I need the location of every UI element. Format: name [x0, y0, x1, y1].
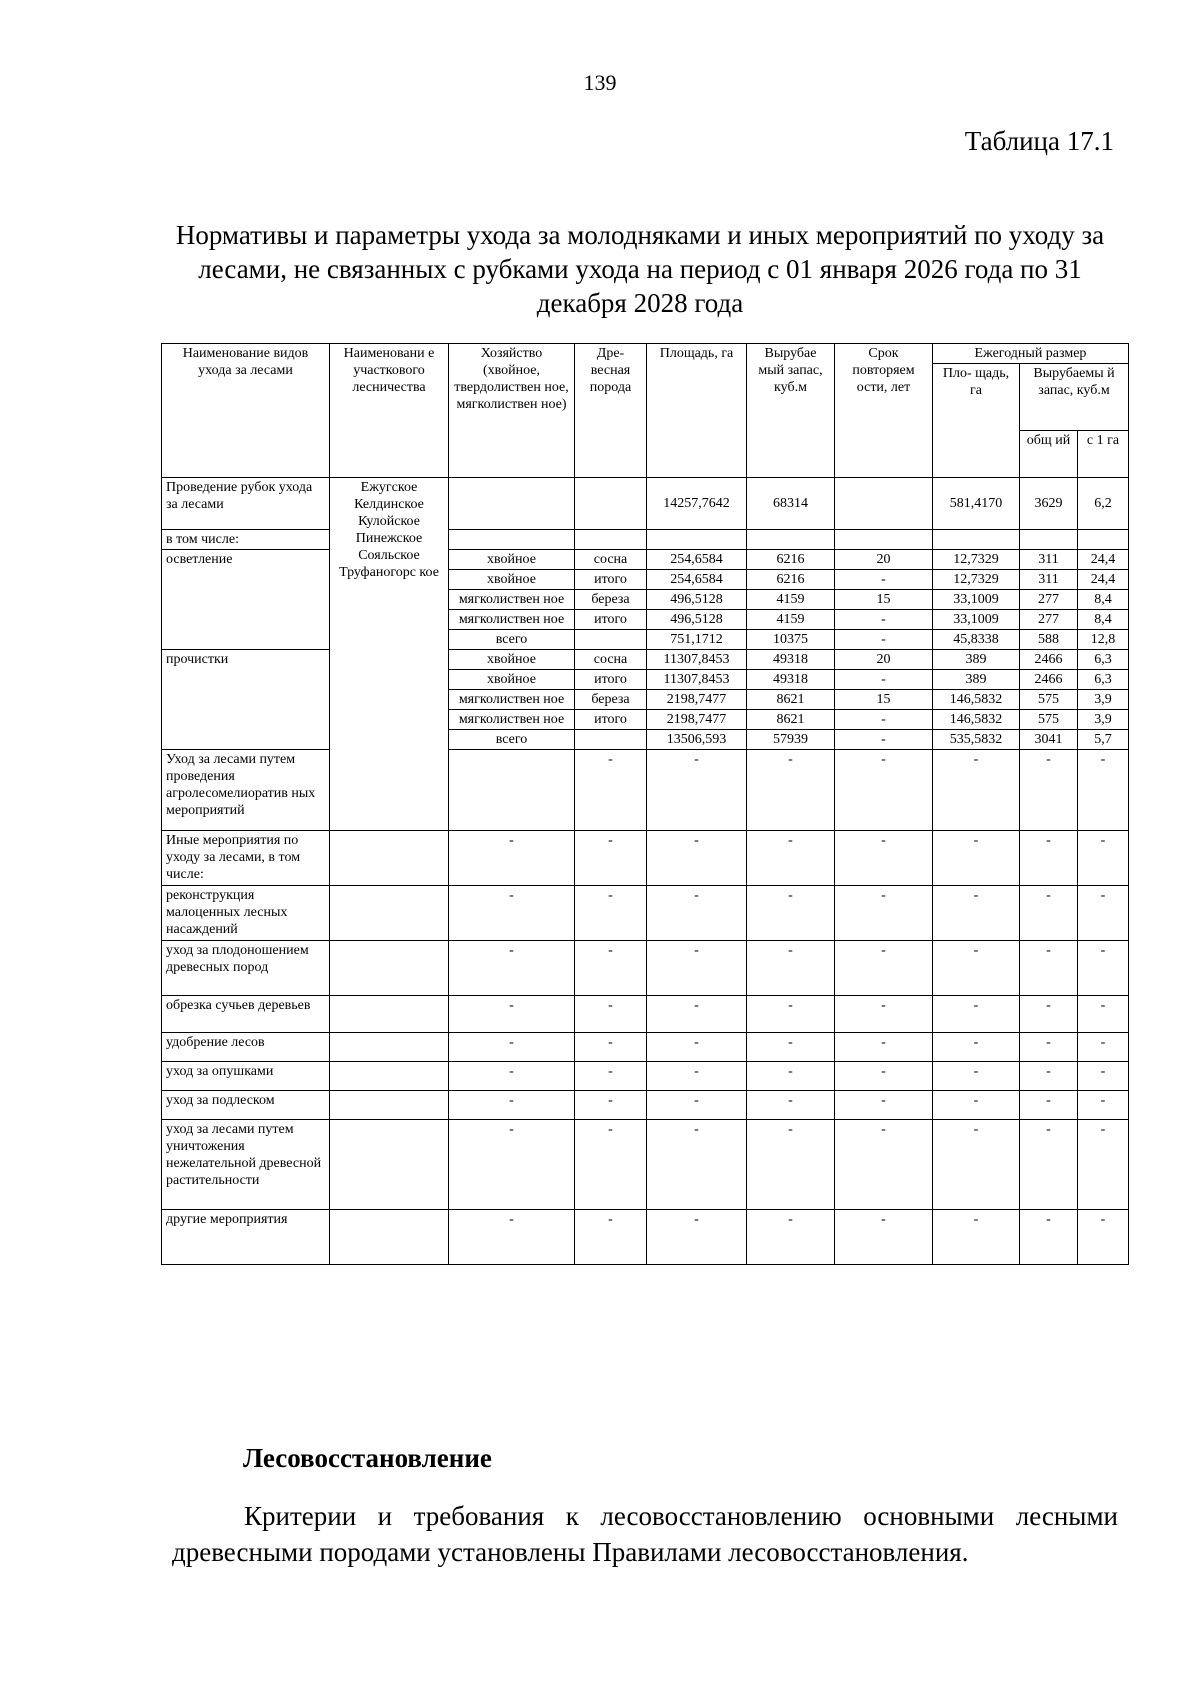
cell-empty — [747, 530, 835, 550]
table-row — [162, 886, 1129, 941]
cell-districts: Ежугское Келдинское Кулойское Пинежское Сояльское Труфаногорс кое — [330, 478, 449, 831]
cell-stock: 4159 — [747, 590, 835, 610]
cell-stock: 8621 — [747, 690, 835, 710]
cell-repeat-period: 20 — [835, 550, 933, 570]
cell-dash: - — [835, 941, 933, 996]
header-stock-total: общ ий — [1020, 431, 1078, 478]
cell-species: береза — [575, 690, 647, 710]
cell-activity: реконструкция малоценных лесных насаждений — [162, 886, 330, 941]
cell-dash: - — [575, 941, 647, 996]
cell-repeat-period: - — [835, 730, 933, 750]
document-title: Нормативы и параметры ухода за молодняками и иных мероприятий по уходу за лесами, не связанных с рубками ухода на период с 01 января 2026 года по 31 декабря 2028 года — [175, 220, 1105, 318]
cell-dash: - — [647, 1091, 747, 1120]
cell-district — [330, 831, 449, 886]
cell-dash: - — [933, 831, 1020, 886]
norms-table — [161, 343, 1129, 1265]
cell-activity: другие мероприятия — [162, 1210, 330, 1265]
cell-stock-total: 311 — [1020, 550, 1078, 570]
cell-dash: - — [835, 1033, 933, 1062]
table-row — [162, 650, 1129, 670]
cell-dash: - — [575, 831, 647, 886]
cell-annual-area: 146,5832 — [933, 690, 1020, 710]
table-row — [162, 1091, 1129, 1120]
cell-species: итого — [575, 610, 647, 630]
cell-district — [449, 750, 575, 831]
cell-empty — [835, 530, 933, 550]
cell-dash: - — [1020, 996, 1078, 1033]
cell-species: береза — [575, 590, 647, 610]
cell-dash: - — [449, 1210, 575, 1265]
cell-empty — [575, 530, 647, 550]
cell-district — [330, 996, 449, 1033]
table-row — [162, 1062, 1129, 1091]
cell-repeat-period: - — [835, 570, 933, 590]
cell-annual-area: 581,4170 — [933, 478, 1020, 530]
header-annual: Ежегодный размер — [933, 344, 1129, 364]
cell-stock-per-ha: 6,2 — [1078, 478, 1129, 530]
cell-annual-area: 12,7329 — [933, 570, 1020, 590]
cell-activity: уход за плодоношением древесных пород — [162, 941, 330, 996]
cell-area: 13506,593 — [647, 730, 747, 750]
cell-stock-per-ha: 12,8 — [1078, 630, 1129, 650]
cell-annual-area: 33,1009 — [933, 590, 1020, 610]
cell-district — [330, 1091, 449, 1120]
cell-economy: хвойное — [449, 670, 575, 690]
cell-dash: - — [1078, 831, 1129, 886]
cell-dash: - — [933, 996, 1020, 1033]
cell-stock-per-ha: 8,4 — [1078, 590, 1129, 610]
cell-stock-per-ha: 8,4 — [1078, 610, 1129, 630]
cell-annual-area: 33,1009 — [933, 610, 1020, 630]
cell-dash: - — [647, 750, 747, 831]
cell-dash: - — [933, 750, 1020, 831]
cell-district — [330, 941, 449, 996]
cell-area: 2198,7477 — [647, 690, 747, 710]
cell-dash: - — [1078, 1062, 1129, 1091]
header-area: Площадь, га — [647, 344, 747, 478]
cell-dash: - — [575, 1062, 647, 1091]
cell-dash: - — [747, 750, 835, 831]
cell-dash: - — [449, 1091, 575, 1120]
cell-stock-total: 2466 — [1020, 650, 1078, 670]
cell-area: 496,5128 — [647, 610, 747, 630]
header-repeat-period: Срок повторяем ости, лет — [835, 344, 933, 478]
cell-stock-total: 3041 — [1020, 730, 1078, 750]
table-row — [162, 941, 1129, 996]
cell-species: итого — [575, 710, 647, 730]
cell-stock-per-ha: 24,4 — [1078, 570, 1129, 590]
cell-dash: - — [647, 1062, 747, 1091]
cell-dash: - — [647, 1210, 747, 1265]
cell-dash: - — [647, 831, 747, 886]
cell-dash: - — [747, 1062, 835, 1091]
cell-area: 11307,8453 — [647, 670, 747, 690]
cell-dash: - — [835, 750, 933, 831]
cell-species: сосна — [575, 550, 647, 570]
cell-dash: - — [1078, 1120, 1129, 1210]
cell-stock: 57939 — [747, 730, 835, 750]
cell-dash: - — [747, 996, 835, 1033]
cell-empty — [835, 478, 933, 530]
cell-dash: - — [647, 941, 747, 996]
cell-economy: хвойное — [449, 570, 575, 590]
cell-annual-area: 146,5832 — [933, 710, 1020, 730]
cell-dash: - — [1078, 750, 1129, 831]
cell-annual-area: 12,7329 — [933, 550, 1020, 570]
cell-dash: - — [747, 1091, 835, 1120]
cell-economy: мягколиствен ное — [449, 590, 575, 610]
section-heading: Лесовосстановление — [243, 1443, 492, 1473]
cell-dash: - — [575, 1120, 647, 1210]
cell-empty — [1078, 530, 1129, 550]
cell-dash: - — [1078, 996, 1129, 1033]
cell-activity: Иные мероприятия по уходу за лесами, в том числе: — [162, 831, 330, 886]
cell-stock-total: 311 — [1020, 570, 1078, 590]
cell-dash: - — [747, 941, 835, 996]
header-row-1 — [162, 344, 1129, 364]
cell-area: 14257,7642 — [647, 478, 747, 530]
cell-activity: прочистки — [162, 650, 330, 750]
table-caption: Таблица 17.1 — [964, 126, 1114, 156]
cell-economy: хвойное — [449, 550, 575, 570]
cell-dash: - — [647, 1120, 747, 1210]
cell-dash: - — [1020, 941, 1078, 996]
cell-annual-area: 535,5832 — [933, 730, 1020, 750]
cell-stock: 49318 — [747, 650, 835, 670]
cell-dash: - — [575, 750, 647, 831]
cell-dash: - — [1020, 831, 1078, 886]
cell-area: 254,6584 — [647, 570, 747, 590]
cell-dash: - — [1020, 1062, 1078, 1091]
cell-dash: - — [933, 1210, 1020, 1265]
cell-activity: осветление — [162, 550, 330, 650]
cell-annual-area: 389 — [933, 670, 1020, 690]
cell-dash: - — [449, 1033, 575, 1062]
cell-district — [330, 1033, 449, 1062]
cell-stock: 68314 — [747, 478, 835, 530]
cell-dash: - — [449, 1062, 575, 1091]
cell-dash: - — [647, 886, 747, 941]
cell-district — [330, 1062, 449, 1091]
table-row — [162, 1120, 1129, 1210]
cell-dash: - — [575, 1091, 647, 1120]
cell-activity: Уход за лесами путем проведения агролесомелиоратив ных мероприятий — [162, 750, 330, 831]
cell-dash: - — [449, 831, 575, 886]
cell-dash: - — [933, 1091, 1020, 1120]
table-row — [162, 1033, 1129, 1062]
cell-stock: 6216 — [747, 570, 835, 590]
cell-stock: 10375 — [747, 630, 835, 650]
cell-activity: в том числе: — [162, 530, 330, 550]
table-row — [162, 750, 1129, 831]
cell-dash: - — [835, 996, 933, 1033]
cell-dash: - — [747, 831, 835, 886]
cell-dash: - — [933, 886, 1020, 941]
cell-activity: уход за подлеском — [162, 1091, 330, 1120]
header-district: Наименовани е участкового лесничества — [330, 344, 449, 478]
cell-stock-total: 277 — [1020, 610, 1078, 630]
cell-repeat-period: - — [835, 610, 933, 630]
table-row — [162, 1210, 1129, 1265]
cell-dash: - — [933, 941, 1020, 996]
cell-economy: мягколиствен ное — [449, 610, 575, 630]
cell-stock-per-ha: 3,9 — [1078, 690, 1129, 710]
page-number: 139 — [583, 70, 617, 95]
cell-dash: - — [1020, 1120, 1078, 1210]
header-activity: Наименование видов ухода за лесами — [162, 344, 330, 478]
cell-dash: - — [933, 1033, 1020, 1062]
cell-species: сосна — [575, 650, 647, 670]
cell-dash: - — [575, 886, 647, 941]
cell-dash: - — [1078, 1091, 1129, 1120]
cell-empty — [449, 478, 575, 530]
section-paragraph: Критерии и требования к лесовосстановлению основными лесными древесными породами установлены Правилами лесовосстановления. — [172, 1501, 1118, 1567]
header-species: Дре- весная порода — [575, 344, 647, 478]
cell-stock-per-ha: 6,3 — [1078, 670, 1129, 690]
header-annual-area: Пло- щадь, га — [933, 364, 1020, 478]
cell-activity: уход за лесами путем уничтожения нежелательной древесной растительности — [162, 1120, 330, 1210]
cell-repeat-period: 15 — [835, 590, 933, 610]
cell-dash: - — [575, 1210, 647, 1265]
cell-area: 254,6584 — [647, 550, 747, 570]
cell-repeat-period: - — [835, 670, 933, 690]
cell-stock-total: 277 — [1020, 590, 1078, 610]
cell-dash: - — [575, 996, 647, 1033]
cell-economy: всего — [449, 630, 575, 650]
cell-stock-total: 2466 — [1020, 670, 1078, 690]
cell-dash: - — [835, 1210, 933, 1265]
table-row — [162, 996, 1129, 1033]
cell-annual-area: 45,8338 — [933, 630, 1020, 650]
cell-dash: - — [835, 1091, 933, 1120]
cell-economy: мягколиствен ное — [449, 690, 575, 710]
cell-stock-per-ha: 5,7 — [1078, 730, 1129, 750]
cell-activity: уход за опушками — [162, 1062, 330, 1091]
cell-district — [330, 886, 449, 941]
cell-stock-per-ha: 3,9 — [1078, 710, 1129, 730]
cell-repeat-period: - — [835, 710, 933, 730]
cell-dash: - — [747, 1033, 835, 1062]
cell-dash: - — [1078, 1033, 1129, 1062]
cell-dash: - — [747, 1120, 835, 1210]
cell-stock-total: 575 — [1020, 690, 1078, 710]
cell-empty — [449, 530, 575, 550]
cell-area: 751,1712 — [647, 630, 747, 650]
cell-stock: 49318 — [747, 670, 835, 690]
cell-dash: - — [449, 1120, 575, 1210]
cell-activity: удобрение лесов — [162, 1033, 330, 1062]
table-row-including — [162, 530, 1129, 550]
cell-dash: - — [1078, 886, 1129, 941]
cell-repeat-period: - — [835, 630, 933, 650]
cell-species — [575, 630, 647, 650]
cell-repeat-period: 15 — [835, 690, 933, 710]
cell-dash: - — [835, 1120, 933, 1210]
cell-dash: - — [1020, 750, 1078, 831]
cell-stock-total: 588 — [1020, 630, 1078, 650]
cell-dash: - — [1020, 886, 1078, 941]
cell-species: итого — [575, 670, 647, 690]
cell-dash: - — [449, 886, 575, 941]
table-row-main — [162, 478, 1129, 530]
cell-district — [330, 1210, 449, 1265]
cell-stock-per-ha: 6,3 — [1078, 650, 1129, 670]
cell-stock: 4159 — [747, 610, 835, 630]
cell-dash: - — [449, 941, 575, 996]
cell-stock-total: 3629 — [1020, 478, 1078, 530]
cell-dash: - — [747, 886, 835, 941]
cell-dash: - — [1020, 1091, 1078, 1120]
cell-activity: обрезка сучьев деревьев — [162, 996, 330, 1033]
cell-dash: - — [1020, 1210, 1078, 1265]
cell-species — [575, 730, 647, 750]
cell-stock-total: 575 — [1020, 710, 1078, 730]
cell-area: 496,5128 — [647, 590, 747, 610]
cell-activity: Проведение рубок ухода за лесами — [162, 478, 330, 530]
cell-economy: мягколиствен ное — [449, 710, 575, 730]
cell-dash: - — [835, 1062, 933, 1091]
cell-area: 11307,8453 — [647, 650, 747, 670]
cell-dash: - — [1078, 1210, 1129, 1265]
cell-dash: - — [835, 831, 933, 886]
cell-dash: - — [575, 1033, 647, 1062]
cell-dash: - — [835, 886, 933, 941]
cell-dash: - — [647, 996, 747, 1033]
cell-stock-per-ha: 24,4 — [1078, 550, 1129, 570]
cell-dash: - — [1020, 1033, 1078, 1062]
cell-empty — [933, 530, 1020, 550]
cell-species: итого — [575, 570, 647, 590]
cell-empty — [1020, 530, 1078, 550]
cell-district — [330, 1120, 449, 1210]
cell-stock: 8621 — [747, 710, 835, 730]
header-annual-stock: Вырубаемы й запас, куб.м — [1020, 364, 1129, 431]
cell-area: 2198,7477 — [647, 710, 747, 730]
header-economy: Хозяйство (хвойное, твердолиствен ное, мягколиствен ное) — [449, 344, 575, 478]
cell-dash: - — [933, 1120, 1020, 1210]
cell-stock: 6216 — [747, 550, 835, 570]
cell-dash: - — [449, 996, 575, 1033]
cell-dash: - — [647, 1033, 747, 1062]
cell-dash: - — [747, 1210, 835, 1265]
cell-annual-area: 389 — [933, 650, 1020, 670]
cell-repeat-period: 20 — [835, 650, 933, 670]
table-row — [162, 831, 1129, 886]
table-row — [162, 550, 1129, 570]
cell-economy: хвойное — [449, 650, 575, 670]
cell-empty — [647, 530, 747, 550]
header-stock-per-ha: с 1 га — [1078, 431, 1129, 478]
cell-economy: всего — [449, 730, 575, 750]
cell-dash: - — [1078, 941, 1129, 996]
header-cut-stock: Вырубае мый запас, куб.м — [747, 344, 835, 478]
cell-empty — [575, 478, 647, 530]
cell-dash: - — [933, 1062, 1020, 1091]
